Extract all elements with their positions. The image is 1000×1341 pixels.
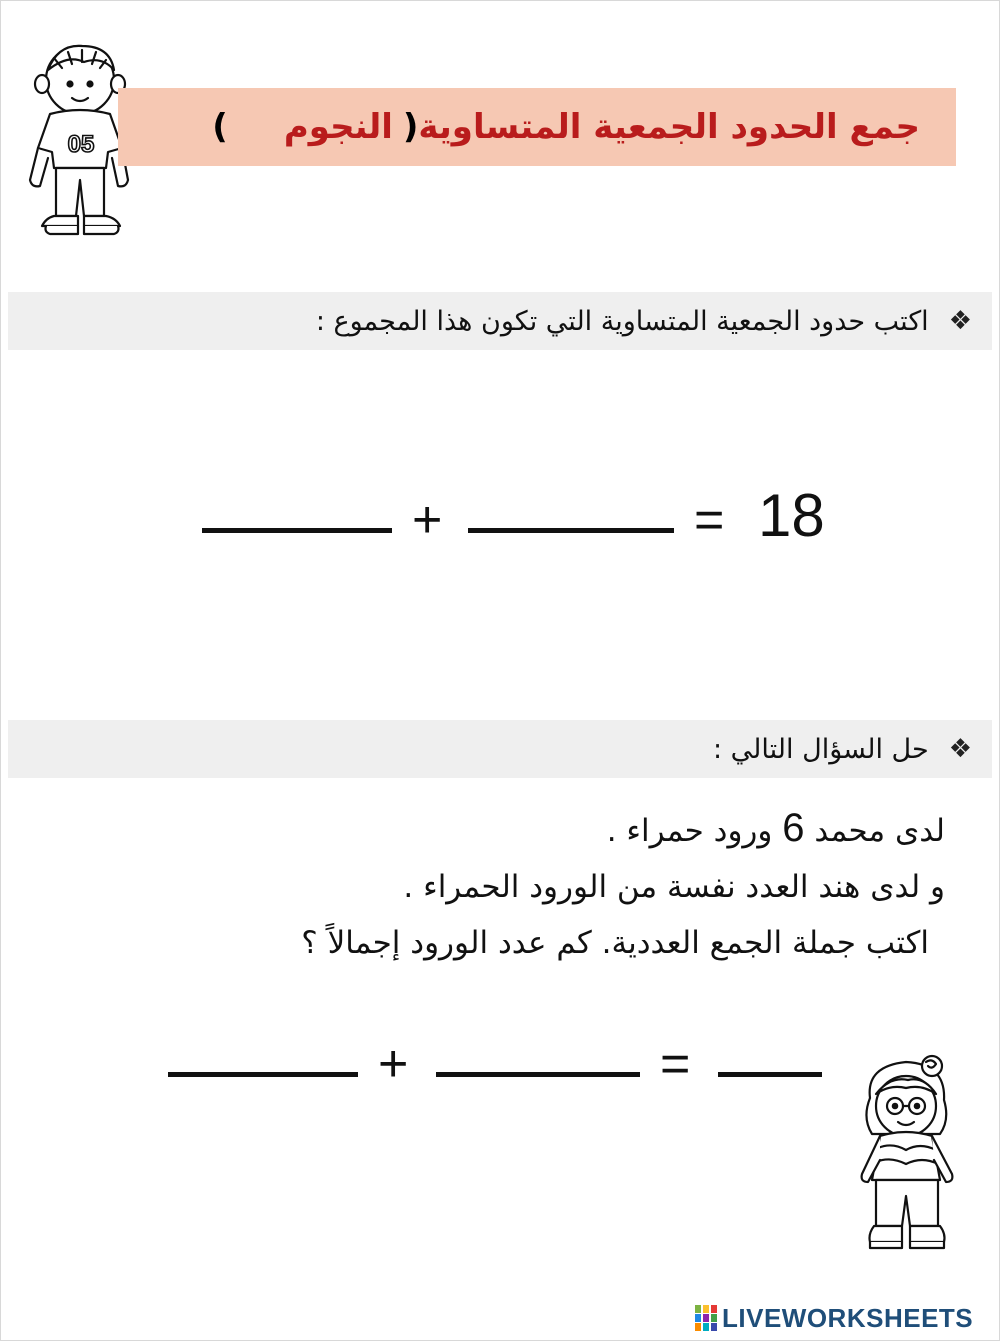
liveworksheets-logo-icon xyxy=(695,1305,719,1331)
girl-illustration xyxy=(840,1050,975,1260)
problem-line-1 xyxy=(145,800,945,859)
instruction-bar-2 xyxy=(8,720,992,778)
sum-value: 18 xyxy=(758,482,825,549)
word-problem xyxy=(145,800,945,971)
answer-blank-5[interactable] xyxy=(718,1072,822,1077)
roses-count: 6 xyxy=(782,806,805,850)
title-paren-open: ( xyxy=(402,107,419,147)
equals-sign-2: = xyxy=(660,1035,691,1093)
problem-line-1-start: لدى محمد xyxy=(814,813,945,849)
answer-blank-2[interactable] xyxy=(468,528,674,533)
problem-line-3: اكتب جملة الجمع العددية. كم عدد الورود إجمالاً ؟ xyxy=(301,925,929,961)
boy-shirt-number: 05 xyxy=(67,131,95,158)
diamond-bullet-icon: ❖ xyxy=(948,306,972,336)
instruction-text-1: اكتب حدود الجمعية المتساوية التي تكون هذا المجموع : xyxy=(315,305,929,337)
title-paren-close: ) xyxy=(212,107,228,147)
plus-sign-2: + xyxy=(378,1035,409,1093)
instruction-text-2: حل السؤال التالي : xyxy=(712,733,929,765)
title-main: جمع الحدود الجمعية المتساوية xyxy=(418,107,920,147)
equation-2 xyxy=(160,1020,840,1110)
answer-blank-4[interactable] xyxy=(436,1072,640,1077)
instruction-bar-1 xyxy=(8,292,992,350)
liveworksheets-logo-text: LIVEWORKSHEETS xyxy=(722,1302,974,1333)
liveworksheets-logo xyxy=(695,1303,973,1333)
answer-blank-3[interactable] xyxy=(168,1072,358,1077)
plus-sign-1: + xyxy=(412,491,443,549)
title-banner xyxy=(118,88,956,166)
problem-line-1-end: ورود حمراء . xyxy=(606,813,773,849)
equation-1 xyxy=(190,470,850,570)
problem-line-2: و لدى هند العدد نفسة من الورود الحمراء . xyxy=(403,869,945,905)
answer-blank-1[interactable] xyxy=(202,528,392,533)
equals-sign-1: = xyxy=(694,491,725,549)
title-group: النجوم xyxy=(283,107,393,147)
diamond-bullet-icon: ❖ xyxy=(948,734,972,764)
